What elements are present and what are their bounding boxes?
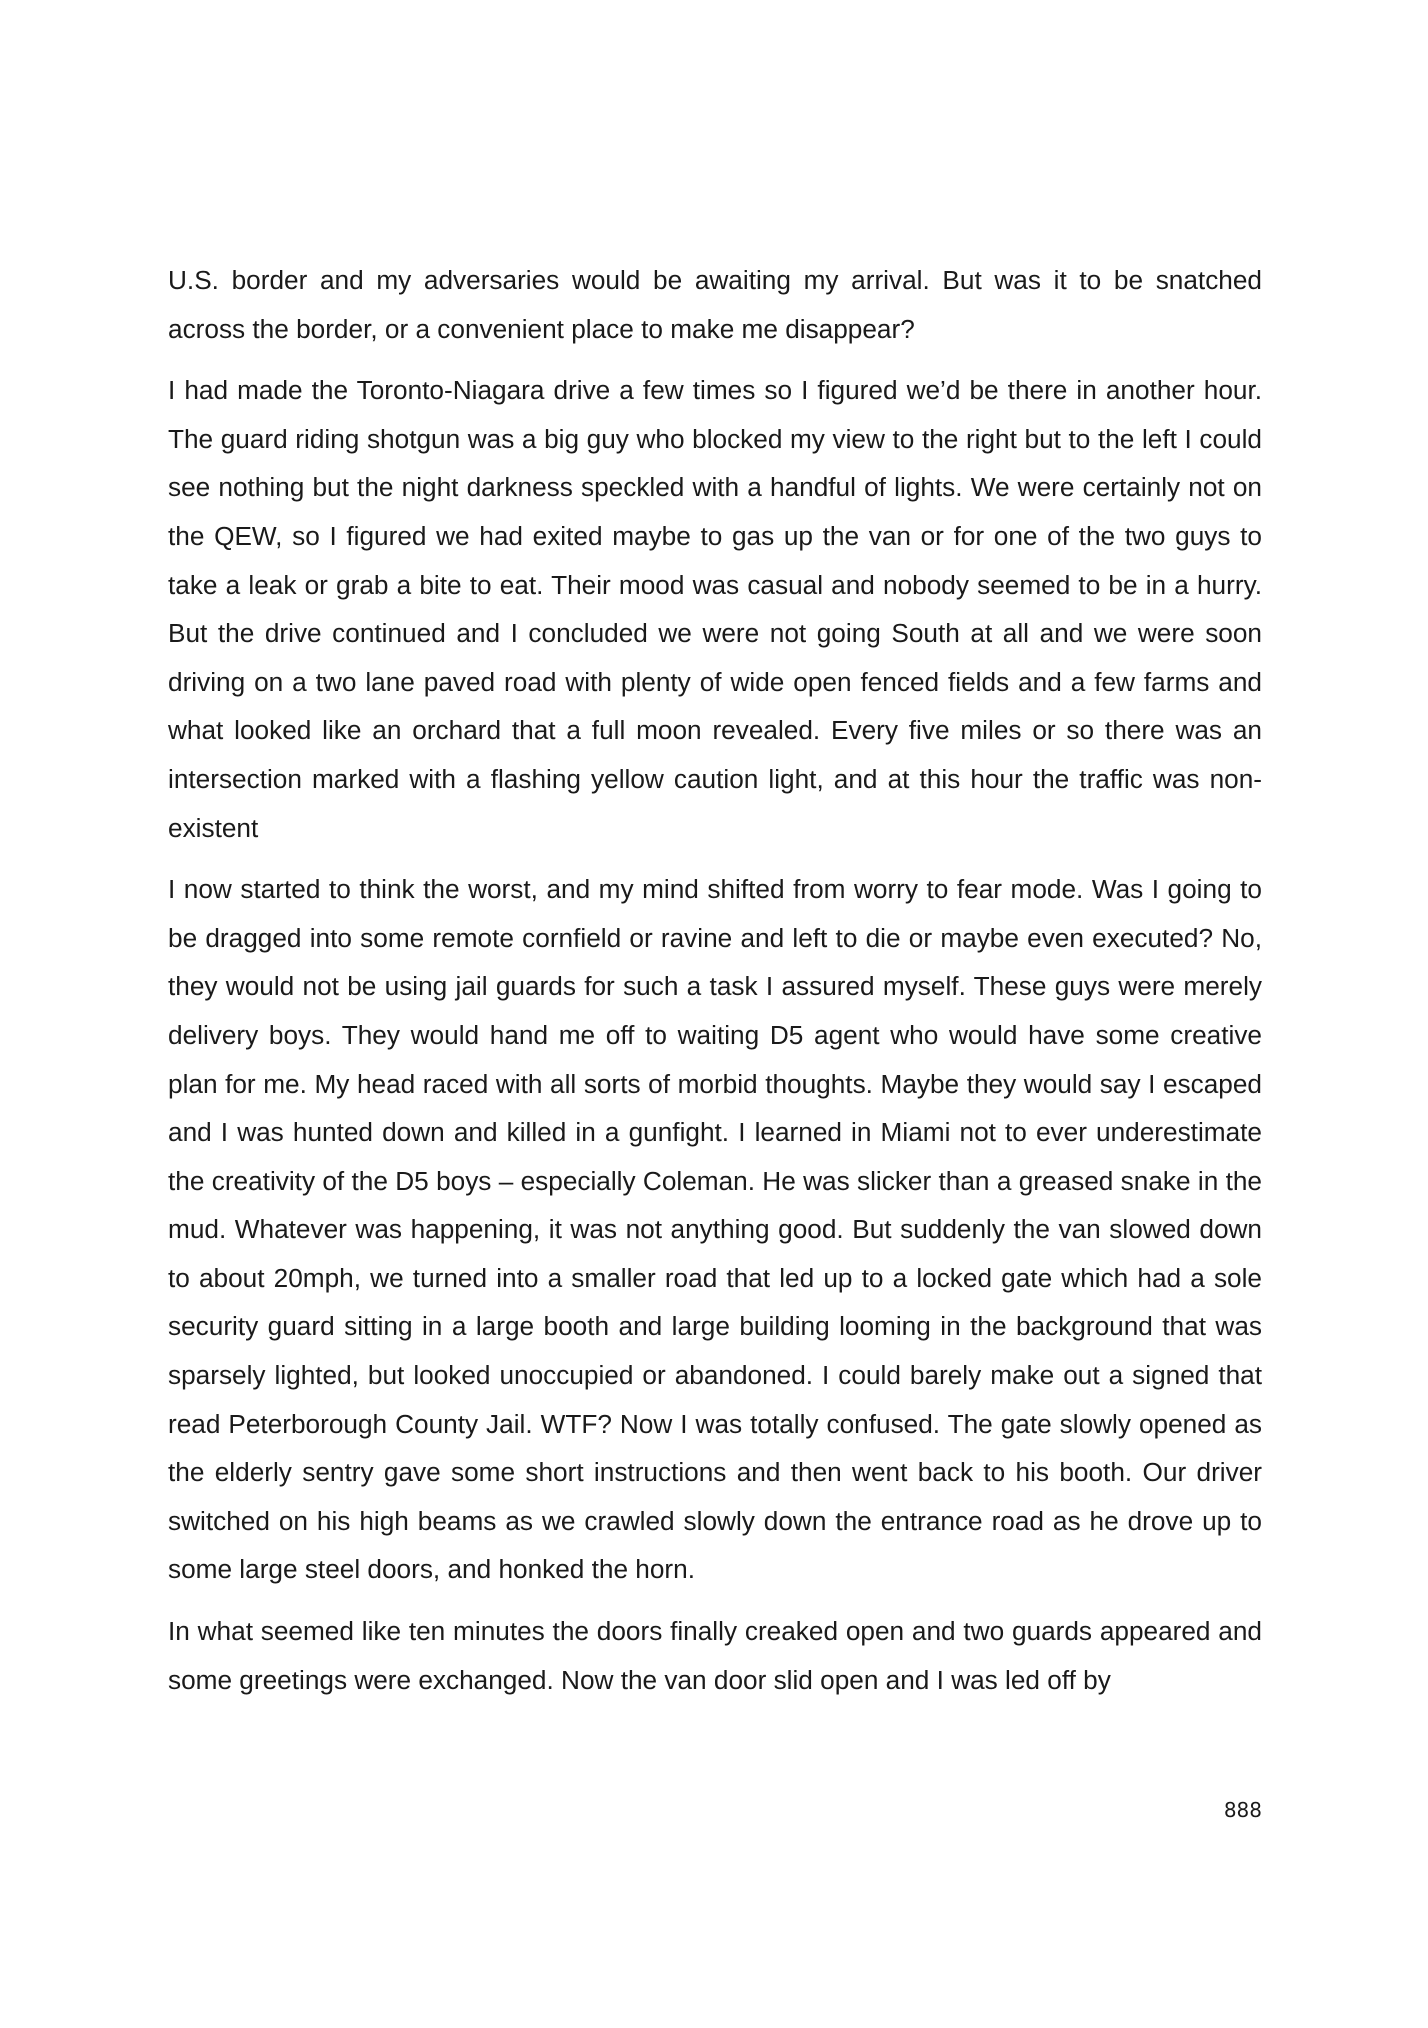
paragraph-2: I had made the Toronto-Niagara drive a few times so I figured we’d be there in another hour. The guard riding shotgun was a big guy who blocked my view to the right but to the left I could see nothing but the night darkness speckled with a handful of lights. We were certainly not on the QEW, so I figured we had exited maybe to gas up the van or for one of the two guys to take a leak or grab a bite to eat. Their mood was casual and nobody seemed to be in a hurry. But the drive continued and I concluded we were not going South at all and we were soon driving on a two lane paved road with plenty of wide open fenced fields and a few farms and what looked like an orchard that a full moon revealed. Every five miles or so there was an intersection marked with a flashing yellow caution light, and at this hour the traffic was non-existent: [168, 375, 1262, 843]
paragraph-1: U.S. border and my adversaries would be awaiting my arrival. But was it to be snatched across the border, or a convenient place to make me disappear?: [168, 265, 1262, 344]
body-text: [168, 256, 1262, 1717]
page-number: 888: [1223, 1798, 1262, 1822]
paragraph-3: I now started to think the worst, and my mind shifted from worry to fear mode. Was I going to be dragged into some remote cornfield or ravine and left to die or maybe even executed? No, they would not be using jail guards for such a task I assured myself. These guys were merely delivery boys. They would hand me off to waiting D5 agent who would have some creative plan for me. My head raced with all sorts of morbid thoughts. Maybe they would say I escaped and I was hunted down and killed in a gunfight. I learned in Miami not to ever underestimate the creativity of the D5 boys – especially Coleman. He was slicker than a greased snake in the mud. Whatever was happening, it was not anything good. But suddenly the van slowed down to about 20mph, we turned into a smaller road that led up to a locked gate which had a sole security guard sitting in a large booth and large building looming in the background that was sparsely lighted, but looked unoccupied or abandoned. I could barely make out a signed that read Peterborough County Jail. WTF? Now I was totally confused. The gate slowly opened as the elderly sentry gave some short instructions and then went back to his booth. Our driver switched on his high beams as we crawled slowly down the entrance road as he drove up to some large steel doors, and honked the horn.: [168, 874, 1262, 1585]
paragraph-4: In what seemed like ten minutes the doors finally creaked open and two guards appeared and some greetings were exchanged. Now the van door slid open and I was led off by: [168, 1616, 1262, 1695]
